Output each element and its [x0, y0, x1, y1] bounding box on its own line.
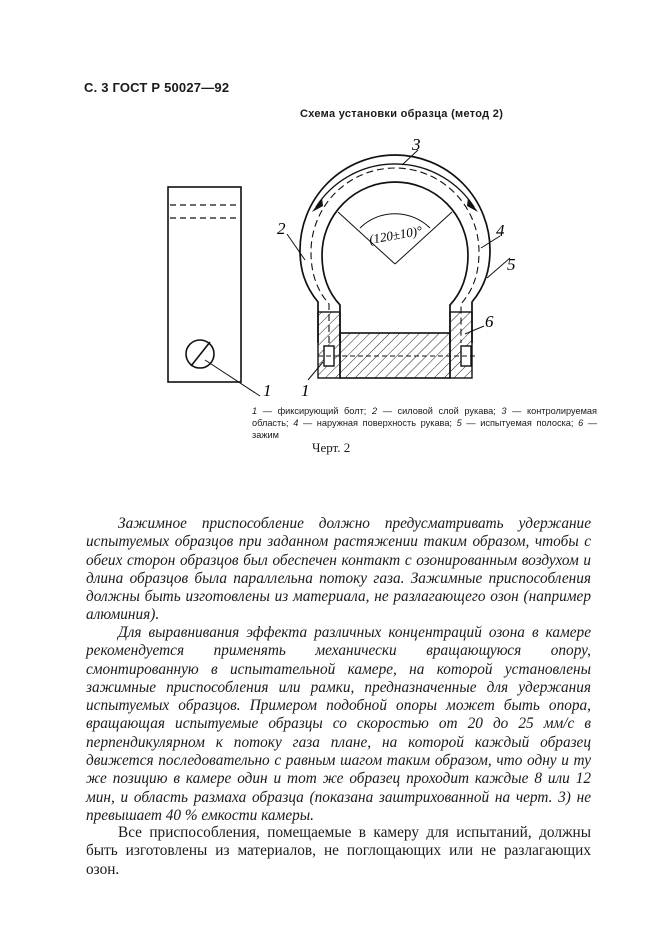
caption-text-6: — зажим — [252, 418, 598, 440]
caption-num-6: 6 — [578, 418, 584, 428]
caption-text-4: — наружная поверхность рукава; — [298, 418, 457, 428]
inner-surface — [322, 182, 468, 343]
paragraph-rotating-support: Для выравнивания эффекта различных концентраций озона в камере рекомендуется применять механически вращающуюся опору, смонтированную в испытательной камере, на которой установлены зажимные приспособления или рамки, предназначенные для удержания испытуемых образцов. Примером подобной опоры может быть опора, вращающая испытуемые образцы со скоростью от 20 до 25 мм/с в перпендикулярном к потоку газа плане, на которой каждый образец движется последовательно с равным шагом таким образом, что одну и ту же позицию в камере один и тот же образец проходит каждые 8 или 12 мин, и область размаха образца (показана заштрихованной на черт. 3) не превышает 40 % емкости камеры. — [86, 624, 591, 824]
callout-2: 2 — [277, 219, 286, 238]
bolt-slot — [191, 342, 210, 366]
leader-2 — [287, 234, 305, 260]
caption-num-5: 5 — [456, 418, 462, 428]
clamp-jaw-left — [318, 312, 340, 378]
caption-num-1: 1 — [252, 406, 258, 416]
caption-text-1: — фиксирующий болт; — [257, 406, 372, 416]
caption-text-5: — испытуемая полоска; — [461, 418, 579, 428]
callout-1a: 1 — [263, 381, 272, 400]
page-header: С. 3 ГОСТ Р 50027—92 — [84, 80, 230, 95]
angle-label: (120±10)° — [367, 222, 424, 247]
paragraph-clamp-requirements: Зажимное приспособление должно предусматривать удержание испытуемых образцов при заданном растяжении таким образом, чтобы с обеих сторон образцов был обеспечен контакт с озонированным воздухом и длина образцов была параллельна потоку газа. Зажимные приспособления должны быть изготовлены из материала, не разлагающего озон (например алюминия). — [86, 515, 591, 624]
clamp-jaw-right — [450, 312, 472, 378]
loop-specimen — [300, 155, 490, 378]
caption-text-2: — силовой слой рукава; — [377, 406, 502, 416]
caption-text-3: — контролируемая область; — [252, 406, 598, 428]
callout-1b: 1 — [301, 381, 310, 400]
paragraph-materials: Все приспособления, помещаемые в камеру для испытаний, должны быть изготовлены из материалов, не поглощающих или не разлагающих озон. — [86, 824, 591, 878]
callout-4: 4 — [496, 221, 505, 240]
figure-title: Схема установки образца (метод 2) — [300, 108, 504, 120]
measured-area-arc — [316, 164, 474, 207]
caption-num-4: 4 — [293, 418, 299, 428]
figure-caption — [252, 405, 597, 441]
clamp-block — [340, 333, 450, 378]
side-view-body — [168, 187, 241, 382]
figure-label: Черт. 2 — [312, 440, 351, 455]
leader-1a — [205, 360, 260, 396]
callout-3: 3 — [412, 135, 421, 154]
callout-6: 6 — [485, 312, 494, 331]
side-view — [168, 187, 260, 396]
caption-num-3: 3 — [501, 406, 507, 416]
callout-5: 5 — [507, 255, 516, 274]
caption-num-2: 2 — [371, 406, 378, 416]
